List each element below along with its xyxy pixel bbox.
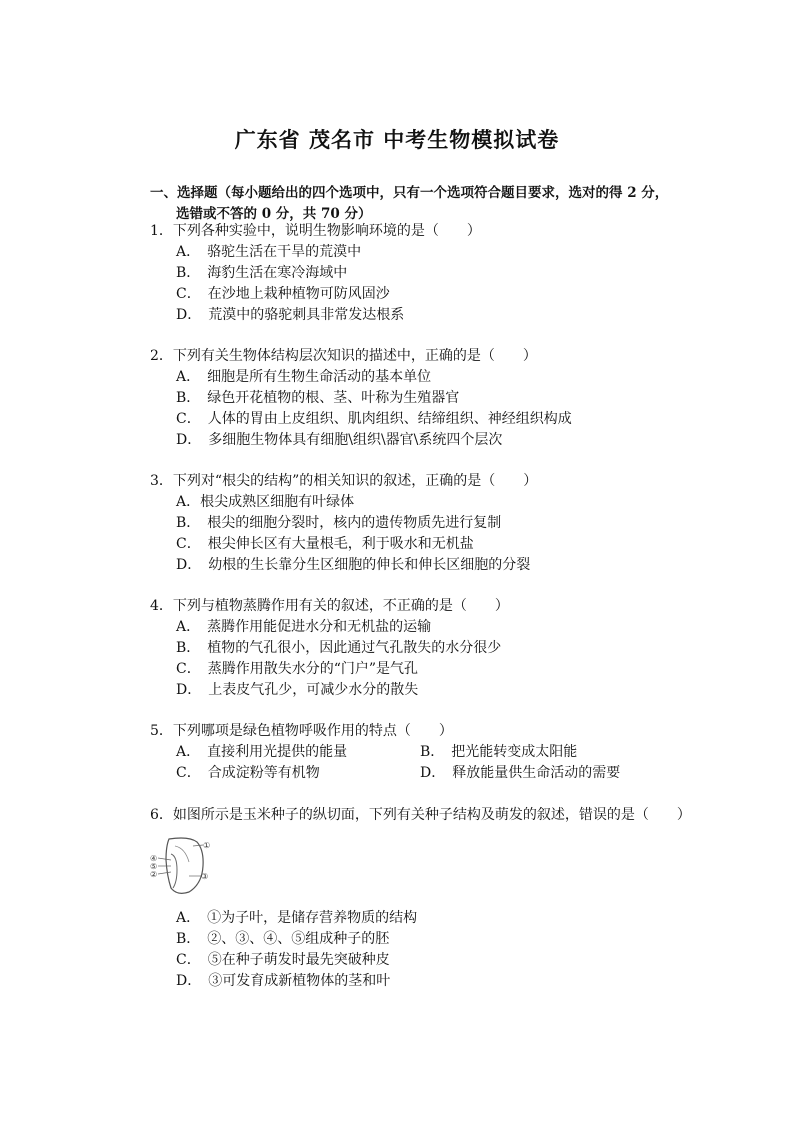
question-3-option-a: A．根尖成熟区细胞有叶绿体	[176, 494, 355, 510]
question-6-option-b: B． ②、③、④、⑤组成种子的胚	[176, 931, 390, 947]
page-title: 广东省 茂名市 中考生物模拟试卷	[234, 127, 560, 152]
question-3-option-d: D． 幼根的生长靠分生区细胞的伸长和伸长区细胞的分裂	[176, 557, 531, 573]
question-2-option-c: C． 人体的胃由上皮组织、肌肉组织、结缔组织、神经组织构成	[176, 411, 572, 427]
question-2-option-d: D． 多细胞生物体具有细胞\组织\器官\系统四个层次	[176, 432, 503, 448]
question-4-option-c: C． 蒸腾作用散失水分的“门户”是气孔	[176, 661, 419, 677]
figure-label-3: ③	[201, 872, 209, 881]
section-heading-line2: 选错或不答的 0 分，共 70 分）	[176, 206, 372, 222]
question-2-stem: 2．下列有关生物体结构层次知识的描述中，正确的是（ ）	[150, 348, 537, 364]
seed-embryo	[171, 854, 177, 888]
question-1-option-b: B． 海豹生活在寒冷海域中	[176, 265, 348, 281]
question-1-option-c: C． 在沙地上栽种植物可防风固沙	[176, 286, 390, 302]
seed-outline	[166, 838, 203, 893]
question-3-stem: 3．下列对“根尖的结构”的相关知识的叙述，正确的是（ ）	[150, 473, 538, 489]
question-1-option-a: A． 骆驼生活在干旱的荒漠中	[176, 244, 362, 260]
question-4-option-b: B． 植物的气孔很小，因此通过气孔散失的水分很少	[176, 640, 502, 656]
question-3-option-c: C． 根尖伸长区有大量根毛，利于吸水和无机盐	[176, 536, 474, 552]
question-5-stem: 5．下列哪项是绿色植物呼吸作用的特点（ ）	[150, 723, 453, 739]
question-2-option-b: B． 绿色开花植物的根、茎、叶称为生殖器官	[176, 390, 460, 406]
question-4-stem: 4．下列与植物蒸腾作用有关的叙述，不正确的是（ ）	[150, 598, 509, 614]
section-heading-line1: 一、选择题（每小题给出的四个选项中，只有一个选项符合题目要求，选对的得 2 分，	[150, 185, 669, 201]
question-3-option-b: B． 根尖的细胞分裂时，核内的遗传物质先进行复制	[176, 515, 502, 531]
figure-label-2: ②	[150, 870, 158, 879]
section-heading	[150, 183, 710, 225]
question-2-option-a: A． 细胞是所有生物生命活动的基本单位	[176, 369, 432, 385]
figure-label-1: ①	[203, 841, 211, 850]
question-1-stem: 1．下列各种实验中，说明生物影响环境的是（ ）	[150, 223, 481, 239]
question-6-option-c: C． ⑤在种子萌发时最先突破种皮	[176, 952, 390, 968]
question-1-option-d: D． 荒漠中的骆驼刺具非常发达根系	[176, 307, 405, 323]
seed-cotyledon	[175, 846, 189, 862]
figure-label-5: ⑤	[150, 862, 158, 871]
question-5-option-a: A． 直接利用光提供的能量	[176, 744, 348, 760]
question-6-stem: 6．如图所示是玉米种子的纵切面，下列有关种子结构及萌发的叙述，错误的是（ ）	[150, 807, 691, 823]
question-5-option-b: B． 把光能转变成太阳能	[420, 744, 578, 760]
question-6-option-a: A． ①为子叶，是储存营养物质的结构	[176, 910, 418, 926]
question-4-option-a: A． 蒸腾作用能促进水分和无机盐的运输	[176, 619, 432, 635]
question-5-option-d: D． 释放能量供生命活动的需要	[420, 765, 621, 781]
question-5-option-c: C． 合成淀粉等有机物	[176, 765, 320, 781]
figure-label-4: ④	[150, 854, 158, 863]
corn-seed-figure	[149, 836, 213, 896]
question-6-option-d: D． ③可发育成新植物体的茎和叶	[176, 973, 391, 989]
question-4-option-d: D． 上表皮气孔少，可减少水分的散失	[176, 682, 419, 698]
